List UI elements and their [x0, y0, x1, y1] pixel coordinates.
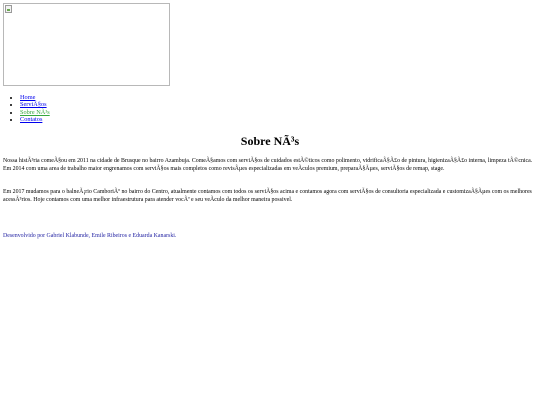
nav-link-contatos[interactable]: Contatos — [20, 115, 43, 123]
nav-item-contatos — [20, 116, 50, 123]
nav-item-sobre-nos — [20, 109, 50, 116]
about-paragraph-current: Em 2017 mudamos para o balneÃ¡rio CamboriÃº no bairro do Centro, atualmente contamos com todos os serviÃ§os acima e contamos agora com serviÃ§os de consultoria especializada e customizaÃ§Ãµes com os melhores acessÃ³rios. Hoje contamos com uma melhor infraestrutura para atender vocÃª e seu veÃculo da melhor maneira possivel. — [3, 189, 532, 204]
about-paragraph-history: Nossa histÃ³ria comeÃ§ou em 2011 na cidade de Brusque no bairro Azambuja. ComeÃ§amos com serviÃ§os de cuidados estÃ©ticos como polimento, vidrificaÃ§Ã£o de pintura, higienizaÃ§Ã£o interna, limpeza tÃ©cnica. Em 2014 com uma area de trabalho maior engrenamos com serviÃ§os mais completos como revisÃµes especializadas em veÃculos premium, preparaÃ§Ãµes, serviÃ§os de remap, stage. — [3, 158, 533, 173]
nav-link-sobre-nos[interactable]: Sobre NÃ³s — [20, 108, 50, 116]
logo-image — [3, 3, 170, 86]
footer-credits: Desenvolvido por Gabriel Klabunde, Emile Ribeiros e Eduarda Kanarski. — [3, 233, 177, 239]
broken-image-icon — [5, 5, 12, 13]
nav-link-servicos[interactable]: ServiÃ§os — [20, 101, 47, 109]
nav-item-servicos — [20, 101, 50, 108]
nav-link-home[interactable]: Home — [20, 94, 36, 101]
page-title: Sobre NÃ³s — [240, 134, 300, 148]
main-nav — [6, 94, 50, 123]
